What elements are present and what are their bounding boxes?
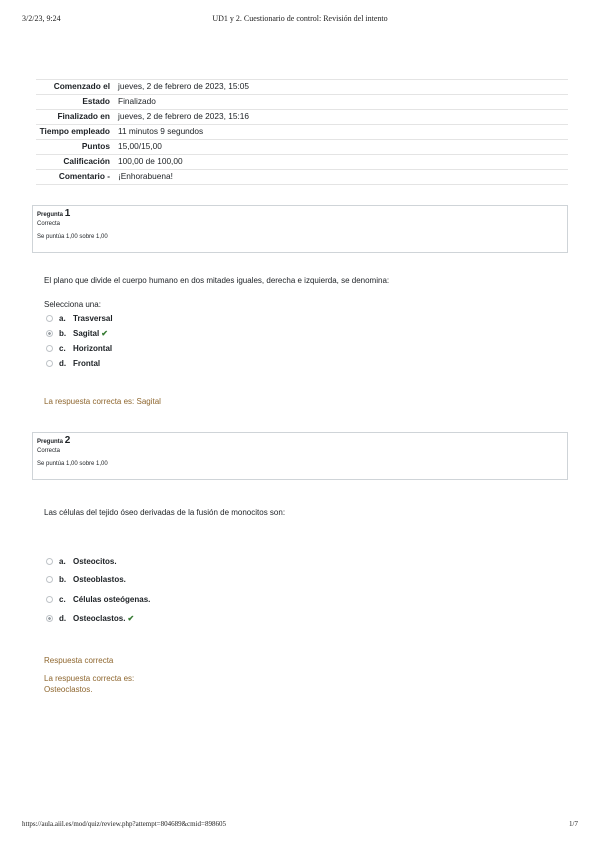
check-icon: ✔ xyxy=(101,329,108,338)
question-2-text: Las células del tejido óseo derivadas de la fusión de monocitos son: xyxy=(44,508,286,517)
summary-row-state xyxy=(36,95,568,110)
summary-value: jueves, 2 de febrero de 2023, 15:05 xyxy=(118,81,250,91)
print-footer xyxy=(22,820,578,832)
question-state: Correcta xyxy=(37,221,61,227)
summary-label: Puntos xyxy=(81,141,110,151)
question-2-info xyxy=(32,432,568,480)
question-2-feedback-answer: Osteoclastos. xyxy=(44,685,93,694)
summary-row-grade xyxy=(36,155,568,170)
question-1-text: El plano que divide el cuerpo humano en dos mitades iguales, derecha e izquierda, se denomina: xyxy=(44,276,390,285)
question-2-specific-feedback: Respuesta correcta xyxy=(44,656,114,665)
answer-option-c[interactable]: c. Horizontal xyxy=(46,344,112,356)
question-number: Pregunta 1 xyxy=(37,208,71,219)
answer-option-b[interactable]: b. Sagital ✔ xyxy=(46,329,108,341)
summary-label: Comenzado el xyxy=(53,81,110,91)
question-1-prompt: Selecciona una: xyxy=(44,300,101,309)
summary-label: Estado xyxy=(82,96,110,106)
question-grade: Se puntúa 1,00 sobre 1,00 xyxy=(37,461,108,467)
check-icon: ✔ xyxy=(127,614,135,623)
summary-value: jueves, 2 de febrero de 2023, 15:16 xyxy=(118,111,250,121)
summary-label: Comentario - xyxy=(58,171,110,181)
summary-label: Tiempo empleado xyxy=(39,126,110,136)
summary-label: Calificación xyxy=(63,156,110,166)
page-number: 1/7 xyxy=(569,820,578,828)
print-url: https://aula.aiil.es/mod/quiz/review.php?attempt=804689&cmid=898605 xyxy=(22,820,226,828)
summary-value: 15,00/15,00 xyxy=(118,141,162,151)
radio-button[interactable] xyxy=(46,315,53,322)
summary-value: ¡Enhorabuena! xyxy=(118,171,173,181)
question-state: Correcta xyxy=(37,448,61,454)
answer-option-c[interactable]: c. Células osteógenas. xyxy=(46,595,150,607)
summary-row-started xyxy=(36,80,568,95)
answer-option-d[interactable]: d. Frontal xyxy=(46,359,100,371)
radio-button[interactable] xyxy=(46,360,53,367)
radio-button[interactable] xyxy=(46,576,53,583)
summary-row-finished xyxy=(36,110,568,125)
answer-option-a[interactable]: a. Trasversal xyxy=(46,314,113,326)
summary-label: Finalizado en xyxy=(57,111,110,121)
summary-row-time xyxy=(36,125,568,140)
question-2-feedback-label: La respuesta correcta es: xyxy=(44,674,135,683)
answer-option-d[interactable]: d. Osteoclastos. ✔ xyxy=(46,614,134,626)
summary-value: Finalizado xyxy=(118,96,156,106)
summary-value: 100,00 de 100,00 xyxy=(118,156,183,166)
question-1-info xyxy=(32,205,568,253)
answer-option-b[interactable]: b. Osteoblastos. xyxy=(46,575,126,587)
radio-button[interactable] xyxy=(46,596,53,603)
question-number: Pregunta 2 xyxy=(37,435,71,446)
radio-button-selected[interactable] xyxy=(46,330,53,337)
print-date: 3/2/23, 9:24 xyxy=(22,14,61,23)
attempt-summary-table xyxy=(36,79,568,185)
question-1-feedback: La respuesta correcta es: Sagital xyxy=(44,397,161,406)
radio-button-selected[interactable] xyxy=(46,615,53,622)
summary-value: 11 minutos 9 segundos xyxy=(118,126,204,136)
print-header xyxy=(22,14,578,26)
summary-row-points xyxy=(36,140,568,155)
radio-button[interactable] xyxy=(46,345,53,352)
radio-button[interactable] xyxy=(46,558,53,565)
print-title: UD1 y 2. Cuestionario de control: Revisión del intento xyxy=(212,14,388,23)
answer-option-a[interactable]: a. Osteocitos. xyxy=(46,557,117,569)
question-grade: Se puntúa 1,00 sobre 1,00 xyxy=(37,234,108,240)
summary-row-comment xyxy=(36,170,568,185)
